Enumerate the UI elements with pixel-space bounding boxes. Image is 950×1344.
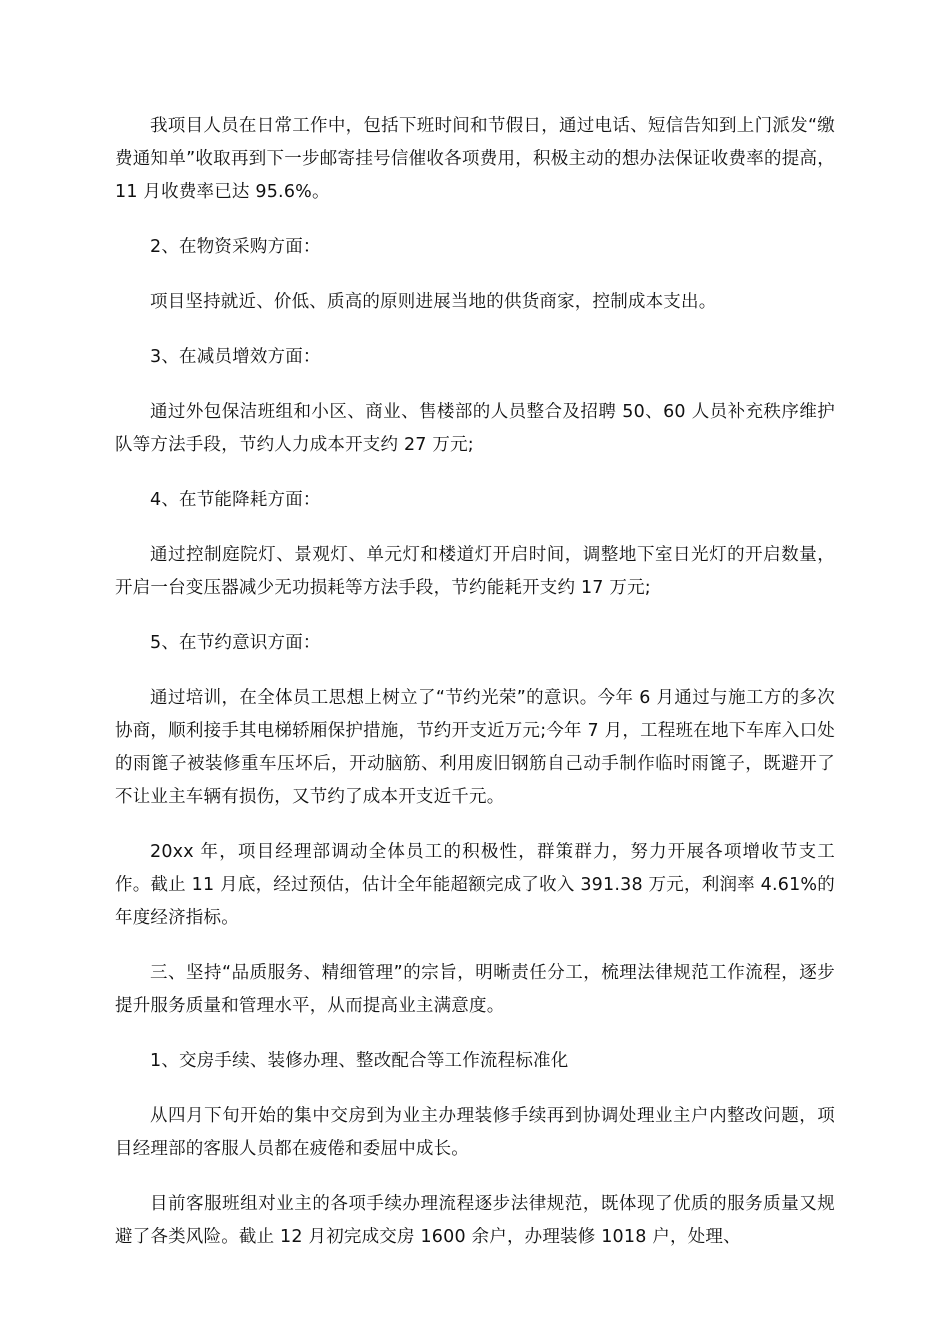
paragraph-current-status: 目前客服班组对业主的各项手续办理流程逐步法律规范，既体现了优质的服务质量又规避了各类风险。截止 12 月初完成交房 1600 余户，办理装修 1018 户，处理、 xyxy=(115,1194,835,1247)
paragraph-fee-collection: 我项目人员在日常工作中，包括下班时间和节假日，通过电话、短信告知到上门派发“缴费通知单”收取再到下一步邮寄挂号信催收各项费用，积极主动的想办法保证收费率的提高，11 月收费率已达 95.6%。 xyxy=(115,116,835,202)
paragraph-annual-summary: 20xx 年，项目经理部调动全体员工的积极性，群策群力，努力开展各项增收节支工作。截止 11 月底，经过预估，估计全年能超额完成了收入 391.38 万元，利润率 4.61%的年度经济指标。 xyxy=(115,842,835,928)
paragraph-procurement: 项目坚持就近、价低、质高的原则进展当地的供货商家，控制成本支出。 xyxy=(150,292,717,312)
paragraph-customer-service: 从四月下旬开始的集中交房到为业主办理装修手续再到协调处理业主户内整改问题，项目经理部的客服人员都在疲倦和委屈中成长。 xyxy=(115,1106,835,1159)
paragraph-energy-saving: 通过控制庭院灯、景观灯、单元灯和楼道灯开启时间，调整地下室日光灯的开启数量，开启一台变压器减少无功损耗等方法手段，节约能耗开支约 17 万元; xyxy=(115,545,835,598)
heading-procurement: 2、在物资采购方面： xyxy=(150,237,321,257)
paragraph-section-three: 三、坚持“品质服务、精细管理”的宗旨，明晰责任分工，梳理法律规范工作流程，逐步提升服务质量和管理水平，从而提高业主满意度。 xyxy=(115,963,835,1016)
document-body xyxy=(115,110,835,1276)
heading-staff-efficiency: 3、在减员增效方面： xyxy=(150,347,321,367)
heading-energy-saving: 4、在节能降耗方面： xyxy=(150,490,321,510)
paragraph-staff-efficiency: 通过外包保洁班组和小区、商业、售楼部的人员整合及招聘 50、60 人员补充秩序维护队等方法手段，节约人力成本开支约 27 万元; xyxy=(115,402,835,455)
heading-process-standardization: 1、交房手续、装修办理、整改配合等工作流程标准化 xyxy=(150,1051,569,1071)
heading-saving-awareness: 5、在节约意识方面： xyxy=(150,633,321,653)
paragraph-saving-awareness: 通过培训，在全体员工思想上树立了“节约光荣”的意识。今年 6 月通过与施工方的多次协商，顺利接手其电梯轿厢保护措施，节约开支近万元;今年 7 月，工程班在地下车库入口处的雨篦子被装修重车压坏后，开动脑筋、利用废旧钢筋自己动手制作临时雨篦子，既避开了不让业主车辆有损伤，又节约了成本开支近千元。 xyxy=(115,688,835,807)
